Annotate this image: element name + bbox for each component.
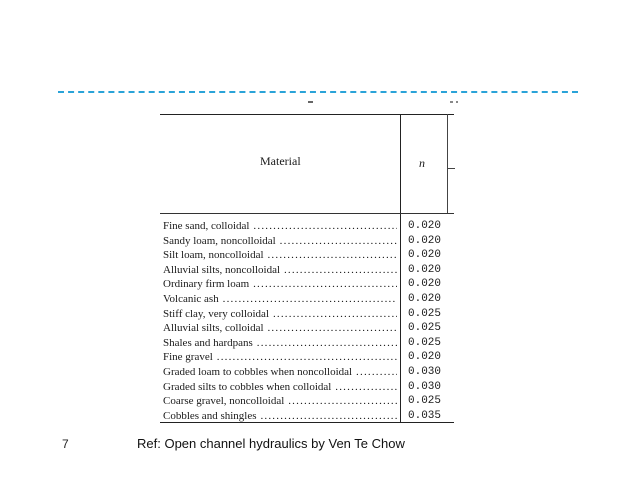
- table-row: [163, 234, 453, 249]
- table-top-rule: [160, 114, 454, 115]
- table-edge-tick: [448, 168, 455, 169]
- slide-number: 7: [62, 437, 69, 451]
- table-row: [163, 365, 453, 380]
- table-row: [163, 380, 453, 395]
- material-cell: Ordinary firm loam .....: [163, 277, 397, 292]
- n-value-cell: 0.020: [408, 292, 442, 305]
- table-row: [163, 248, 453, 263]
- scan-artifact: [456, 101, 458, 103]
- table-row: [163, 350, 453, 365]
- material-cell: Shales and hardpans .....: [163, 336, 397, 351]
- material-cell: Coarse gravel, noncolloidal .....: [163, 394, 397, 409]
- n-value-cell: 0.020: [408, 263, 442, 276]
- n-value-cell: 0.030: [408, 365, 442, 378]
- n-value-cell: 0.035: [408, 409, 442, 422]
- table-row: [163, 307, 453, 322]
- material-cell: Fine sand, colloidal .....: [163, 219, 397, 234]
- material-cell: Fine gravel .....: [163, 350, 397, 365]
- n-value-cell: 0.025: [408, 307, 442, 320]
- table-right-edge: [447, 114, 448, 214]
- n-value-cell: 0.025: [408, 395, 442, 408]
- material-cell: Stiff clay, very colloidal .....: [163, 307, 397, 322]
- table-row: [163, 277, 453, 292]
- column-header-n: n: [419, 156, 425, 170]
- n-value-cell: 0.020: [408, 234, 442, 247]
- table-row: [163, 394, 453, 409]
- material-cell: Silt loam, noncolloidal .....: [163, 248, 397, 263]
- n-value-cell: 0.020: [408, 278, 442, 291]
- n-value-cell: 0.020: [408, 249, 442, 262]
- material-cell: Volcanic ash .....: [163, 292, 397, 307]
- material-cell: Sandy loam, noncolloidal .....: [163, 234, 397, 249]
- n-value-cell: 0.025: [408, 336, 442, 349]
- table-body: [163, 219, 453, 423]
- table-row: [163, 219, 453, 234]
- material-cell: Alluvial silts, noncolloidal .....: [163, 263, 397, 278]
- n-value-cell: 0.025: [408, 322, 442, 335]
- table-row: [163, 336, 453, 351]
- table-row: [163, 292, 453, 307]
- material-cell: Cobbles and shingles .....: [163, 409, 397, 424]
- column-header-material: Material: [260, 154, 301, 168]
- reference-caption: Ref: Open channel hydraulics by Ven Te Chow: [137, 436, 405, 451]
- material-cell: Alluvial silts, colloidal .....: [163, 321, 397, 336]
- table-row: [163, 263, 453, 278]
- table-bottom-rule: [160, 422, 454, 423]
- material-cell: Graded silts to cobbles when colloidal .....: [163, 380, 397, 395]
- dashed-divider: [58, 91, 578, 93]
- header-rule: [160, 213, 454, 214]
- material-cell: Graded loam to cobbles when noncolloidal .....: [163, 365, 397, 380]
- n-value-cell: 0.020: [408, 351, 442, 364]
- n-value-cell: 0.030: [408, 380, 442, 393]
- scanned-table-image: [150, 100, 460, 430]
- scan-artifact: [308, 101, 313, 103]
- table-row: [163, 321, 453, 336]
- n-value-cell: 0.020: [408, 220, 442, 232]
- scan-artifact: [450, 101, 453, 103]
